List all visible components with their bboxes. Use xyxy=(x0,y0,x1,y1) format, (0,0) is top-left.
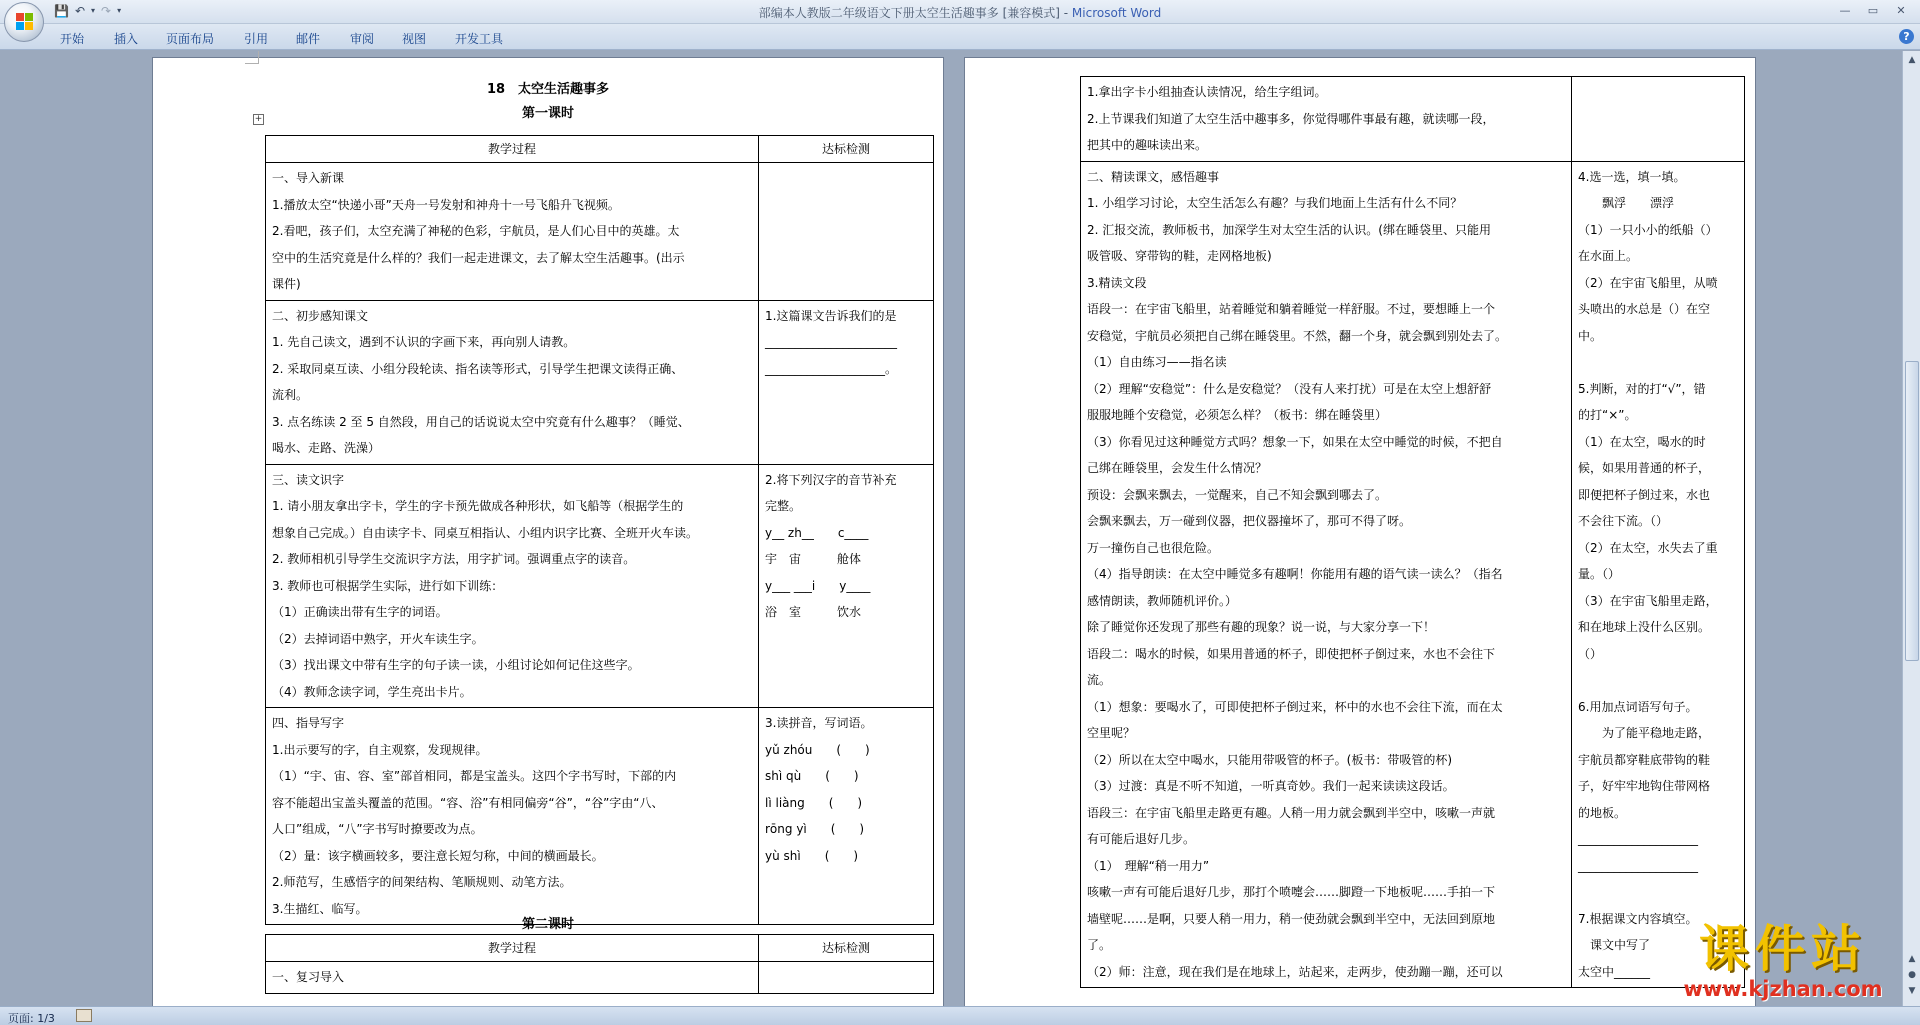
table-row xyxy=(1081,161,1745,988)
text-line: （1）一只小小的纸船（） xyxy=(1578,222,1718,237)
text-line: 三、读文识字 xyxy=(272,472,345,487)
text-line: （1） 理解“稍一用力” xyxy=(1087,858,1210,873)
text-line: 为了能平稳地走路， xyxy=(1578,726,1711,740)
text-line: 万一撞伤自己也很危险。 xyxy=(1087,540,1220,555)
text-line: （2）所以在太空中喝水，只能用带吸管的杯子。(板书：带吸管的杯) xyxy=(1087,752,1453,767)
tab-page-layout[interactable]: 页面布局 xyxy=(166,32,215,46)
text-line: 咳嗽一声有可能后退好几步，那打个喷嚏会……脚蹬一下地板呢……手拍一下 xyxy=(1087,885,1496,899)
text-line: 课文中写了 xyxy=(1578,938,1651,952)
header-check: 达标检测 xyxy=(759,935,934,962)
text-line: （4）指导朗读：在太空中睡觉多有趣啊！你能用有趣的语气读一读么？（指名 xyxy=(1087,567,1503,581)
process-cell[interactable] xyxy=(266,708,759,925)
text-line: 2. 教师相机引导学生交流识字方法，用字扩词。强调重点字的读音。 xyxy=(272,552,636,566)
text-line: 在水面上。 xyxy=(1578,249,1639,263)
text-line: （4）教师念读字词，学生亮出卡片。 xyxy=(272,684,472,699)
text-line: 1.拿出字卡小组抽查认读情况，给生字组词。 xyxy=(1087,85,1327,99)
text-line: 流利。 xyxy=(272,388,309,402)
text-line: 候，如果用普通的杯子， xyxy=(1578,461,1711,475)
text-line: 一、复习导入 xyxy=(272,970,345,984)
help-icon[interactable]: ? xyxy=(1899,29,1914,44)
text-line: 宇 宙 舱体 xyxy=(765,552,862,566)
watermark-text: 课件站 xyxy=(1699,920,1867,978)
table-row xyxy=(266,708,934,925)
text-line: 1. 小组学习讨论，太空生活怎么有趣？与我们地面上生活有什么不同？ xyxy=(1087,196,1463,210)
text-line: （2）量：该字横画较多，要注意长短匀称，中间的横画最长。 xyxy=(272,848,604,863)
text-line: 语段一：在宇宙飞船里，站着睡觉和躺着睡觉一样舒服。不过，要想睡上一个 xyxy=(1087,302,1496,316)
text-line: （3）找出课文中带有生字的句子读一读，小组讨论如何记住这些字。 xyxy=(272,658,640,672)
redo-icon[interactable]: ↷ xyxy=(101,4,112,18)
title-bar xyxy=(0,0,1920,24)
text-line: 空里呢？ xyxy=(1087,726,1136,740)
text-line: （1）想象：要喝水了，可即使把杯子倒过来，杯中的水也不会往下流，而在太 xyxy=(1087,699,1503,714)
text-line: 预设：会飘来飘去，一觉醒来，自己不知会飘到哪去了。 xyxy=(1087,487,1388,502)
margin-mark xyxy=(245,51,259,64)
text-line: （2）师：注意，现在我们是在地球上，站起来，走两步，使劲蹦一蹦，还可以 xyxy=(1087,964,1503,979)
text-line xyxy=(1578,879,1738,906)
text-line: 会飘来飘去，万一碰到仪器，把仪器撞坏了，那可不得了呀。 xyxy=(1087,514,1412,528)
text-line: 语段二：喝水的时候，如果用普通的杯子，即使把杯子倒过来，水也不会往下 xyxy=(1087,646,1496,661)
check-cell[interactable] xyxy=(759,300,934,464)
text-line: 浴 室 饮水 xyxy=(765,605,862,619)
text-line: 二、初步感知课文 xyxy=(272,308,369,323)
text-line: 太空中______ xyxy=(1578,964,1651,979)
prev-page-icon[interactable]: ▲ xyxy=(1908,954,1916,964)
check-cell[interactable] xyxy=(759,464,934,708)
text-line: 4.选一选，填一填。 xyxy=(1578,169,1686,184)
text-line: 2.上节课我们知道了太空生活中趣事多，你觉得哪件事最有趣，就读哪一段， xyxy=(1087,111,1495,126)
text-line: 一、导入新课 xyxy=(272,171,345,185)
text-line: 己绑在睡袋里，会发生什么情况？ xyxy=(1087,461,1268,475)
tab-mailings[interactable]: 邮件 xyxy=(296,32,321,46)
tab-home[interactable]: 开始 xyxy=(60,32,85,46)
text-line: 7.根据课文内容填空。 xyxy=(1578,911,1698,926)
text-line: 的打“×”。 xyxy=(1578,408,1637,422)
text-line: 容不能超出宝盖头覆盖的范围。“容、浴”有相同偏旁“谷”，“谷”字由“八、 xyxy=(272,795,664,810)
page-indicator[interactable]: 页面: 1/3 xyxy=(8,1012,55,1025)
text-line: 了。 xyxy=(1087,938,1112,952)
text-line: 3. 教师也可根据学生实际，进行如下训练： xyxy=(272,578,504,593)
text-line: 子，好牢牢地钩住带网格 xyxy=(1578,779,1711,793)
text-line: y___ ___i y____ xyxy=(765,578,871,593)
text-line: 1. 请小朋友拿出字卡，学生的字卡预先做成各种形状，如飞船等（根据学生的 xyxy=(272,499,684,513)
text-line: （3）过渡：真是不听不知道，一听真奇妙。我们一起来读读这段话。 xyxy=(1087,779,1455,793)
text-line: （1）正确读出带有生字的词语。 xyxy=(272,605,448,619)
text-line: 吸管吸、穿带钩的鞋，走网格地板) xyxy=(1087,249,1272,263)
text-line: 3.生描红、临写。 xyxy=(272,901,368,916)
text-line: （2）在宇宙飞船里，从喷 xyxy=(1578,275,1718,290)
close-icon[interactable]: ✕ xyxy=(1896,4,1906,17)
text-line: ______________________ xyxy=(765,335,897,349)
minimize-icon[interactable]: — xyxy=(1839,4,1851,17)
text-line: （2）理解“安稳觉”：什么是安稳觉？（没有人来打扰）可是在太空上想舒舒 xyxy=(1087,381,1492,396)
check-cell[interactable] xyxy=(759,163,934,301)
text-line: （3）你看见过这种睡觉方式吗？想象一下，如果在太空中睡觉的时候，不把自 xyxy=(1087,434,1503,449)
text-line: 飘浮 漂浮 xyxy=(1578,196,1675,210)
text-line: 流。 xyxy=(1087,673,1112,687)
text-line: rōng yì ( ) xyxy=(765,822,865,836)
text-line: 1.播放太空“快递小哥”天舟一号发射和神舟十一号飞船升飞视频。 xyxy=(272,197,620,212)
check-cell[interactable] xyxy=(759,708,934,925)
header-check: 达标检测 xyxy=(759,136,934,163)
text-line: （） xyxy=(1578,646,1603,661)
text-line: （3）在宇宙飞船里走路， xyxy=(1578,593,1718,608)
process-cell[interactable] xyxy=(266,464,759,708)
text-line: 课件) xyxy=(272,277,301,291)
table-row xyxy=(266,163,934,301)
text-line: 人口”组成，“八”字书写时撩要改为点。 xyxy=(272,822,483,836)
text-line: 2.将下列汉字的音节补充 xyxy=(765,472,897,487)
scrollbar-thumb[interactable] xyxy=(1905,361,1919,661)
table-row xyxy=(1081,77,1745,162)
vertical-scrollbar[interactable] xyxy=(1902,51,1920,1006)
process-cell[interactable] xyxy=(1081,161,1572,988)
text-line: 墙壁呢……是啊，只要人稍一用力，稍一使劲就会飘到半空中，无法回到原地 xyxy=(1087,911,1496,926)
text-line: 3. 点名练读 2 至 5 自然段，用自己的话说说太空中究竟有什么趣事？（睡觉、 xyxy=(272,414,690,429)
text-line: 即便把杯子倒过来，水也 xyxy=(1578,487,1711,502)
check-cell[interactable] xyxy=(1572,77,1745,162)
window-title: 部编本人教版二年级语文下册太空生活趣事多 [兼容模式] - Microsoft Word xyxy=(758,6,1162,20)
text-line: 除了睡觉你还发现了那些有趣的现象？说一说，与大家分享一下！ xyxy=(1087,620,1436,634)
next-page-icon[interactable]: ▼ xyxy=(1908,986,1916,996)
text-line: 2. 采取同桌互读、小组分段轮读、指名读等形式，引导学生把课文读得正确、 xyxy=(272,361,684,376)
text-line: 中。 xyxy=(1578,328,1603,343)
watermark-url: www.kjzhan.com xyxy=(1683,977,1883,1001)
text-line: 感情朗读，教师随机评价。） xyxy=(1087,593,1238,608)
tab-view[interactable]: 视图 xyxy=(402,32,427,46)
table-move-handle-icon[interactable]: + xyxy=(254,114,263,124)
office-button[interactable] xyxy=(4,2,44,42)
table-header-row xyxy=(266,935,934,962)
text-line: 喝水、走路、洗澡） xyxy=(272,441,381,455)
text-line: 不会往下流。（） xyxy=(1578,514,1669,528)
text-line: 1. 先自己读文，遇到不认识的字画下来，再向别人请教。 xyxy=(272,335,576,349)
document-area xyxy=(0,51,1902,1006)
maximize-icon[interactable]: ▭ xyxy=(1867,4,1879,17)
text-line: 二、精读课文，感悟趣事 xyxy=(1087,169,1220,184)
text-line: 有可能后退好几步。 xyxy=(1087,832,1196,846)
table-header-row xyxy=(266,136,934,163)
text-line: 2. 汇报交流，教师板书，加深学生对太空生活的认识。(绑在睡袋里、只能用 xyxy=(1087,222,1491,237)
text-line: 空中的生活究竟是什么样的？我们一起走进课文，去了解太空生活趣事。(出示 xyxy=(272,250,685,265)
check-cell[interactable] xyxy=(759,962,934,994)
customize-toolbar-icon[interactable]: ▾ xyxy=(117,6,122,15)
text-line xyxy=(1578,667,1738,694)
browse-object-icon[interactable]: ● xyxy=(1908,970,1916,980)
check-cell[interactable] xyxy=(1572,161,1745,988)
text-line: 和在地球上没什么区别。 xyxy=(1578,620,1711,634)
header-process: 教学过程 xyxy=(266,935,759,962)
text-line: y__ zh__ c____ xyxy=(765,525,869,540)
text-line: 宇航员都穿鞋底带钩的鞋 xyxy=(1578,752,1711,767)
document-title: 18 太空生活趣事多 xyxy=(486,82,610,97)
text-line: 四、指导写字 xyxy=(272,716,345,730)
text-line: 完整。 xyxy=(765,499,802,513)
page-1 xyxy=(152,57,944,1006)
text-line: 2.看吧，孩子们，太空充满了神秘的色彩，宇航员，是人们心目中的英雄。太 xyxy=(272,224,680,238)
text-line: yù shì ( ) xyxy=(765,848,859,863)
text-line: ____________________ xyxy=(1578,858,1698,873)
text-line: 5.判断，对的打“√”，错 xyxy=(1578,381,1706,396)
text-line: （1）“宇、宙、容、室”部首相同，都是宝盖头。这四个字书写时，下部的内 xyxy=(272,769,677,783)
text-line: 6.用加点词语写句子。 xyxy=(1578,699,1698,714)
lesson-2-table xyxy=(265,934,934,994)
text-line: （2）去掉词语中熟字，开火车读生字。 xyxy=(272,631,484,646)
text-line: yǔ zhóu ( ) xyxy=(765,742,870,757)
tab-developer[interactable]: 开发工具 xyxy=(455,32,504,46)
tab-insert[interactable]: 插入 xyxy=(114,32,139,46)
tab-references[interactable]: 引用 xyxy=(244,32,269,46)
header-process: 教学过程 xyxy=(266,136,759,163)
table-row xyxy=(266,300,934,464)
lesson-2-title: 第二课时 xyxy=(521,917,574,932)
watermark-logo xyxy=(1668,920,1898,1000)
table-row xyxy=(266,962,934,994)
text-line: 3.精读文段 xyxy=(1087,275,1147,290)
office-logo-icon xyxy=(16,13,34,31)
text-line: 3.读拼音，写词语。 xyxy=(765,716,873,730)
text-line: 量。（） xyxy=(1578,567,1621,581)
process-cell[interactable] xyxy=(266,962,759,994)
text-line: 的地板。 xyxy=(1578,805,1627,820)
text-line: ____________________。 xyxy=(765,361,898,376)
lesson-2-table-continued xyxy=(1080,76,1745,988)
text-line xyxy=(1578,349,1738,376)
text-line: 1.这篇课文告诉我们的是 xyxy=(765,308,897,323)
save-icon[interactable]: 💾 xyxy=(54,4,69,18)
lesson-1-title: 第一课时 xyxy=(521,106,574,121)
text-line: lì liàng ( ) xyxy=(765,795,863,810)
lesson-1-table xyxy=(265,135,934,925)
text-line: shì qù ( ) xyxy=(765,769,859,783)
text-line: 2.师范写，生感悟字的间架结构、笔顺规则、动笔方法。 xyxy=(272,875,572,889)
text-line: （1）自由练习——指名读 xyxy=(1087,355,1227,369)
text-line: （2）在太空，水失去了重 xyxy=(1578,540,1718,555)
text-line: 想象自己完成。）自由读字卡、同桌互相指认、小组内识字比赛、全班开火车读。 xyxy=(272,525,699,540)
tab-review[interactable]: 审阅 xyxy=(350,32,375,46)
text-line: （1）在太空，喝水的时 xyxy=(1578,434,1706,449)
text-line: 语段三：在宇宙飞船里走路更有趣。人稍一用力就会飘到半空中，咳嗽一声就 xyxy=(1087,805,1496,820)
process-cell[interactable] xyxy=(266,300,759,464)
status-bar xyxy=(0,1006,1920,1025)
text-line: 头喷出的水总是（）在空 xyxy=(1578,302,1711,316)
text-line: 安稳觉，宇航员必须把自己绑在睡袋里。不然，翻一个身，就会飘到别处去了。 xyxy=(1087,328,1508,343)
page-2 xyxy=(964,57,1756,1006)
text-line: 服服地睡个安稳觉，必须怎么样？（板书：绑在睡袋里） xyxy=(1087,408,1388,422)
text-line: 把其中的趣味读出来。 xyxy=(1087,138,1208,152)
undo-icon[interactable]: ↶ xyxy=(74,4,86,18)
text-line: 1.出示要写的字，自主观察，发现规律。 xyxy=(272,742,488,757)
text-line: ____________________ xyxy=(1578,832,1698,846)
process-cell[interactable] xyxy=(1081,77,1572,162)
ribbon-tabs xyxy=(0,24,1920,50)
process-cell[interactable] xyxy=(266,163,759,301)
language-icon[interactable] xyxy=(76,1009,92,1022)
undo-dropdown-icon[interactable]: ▾ xyxy=(91,6,96,15)
window-controls xyxy=(1832,2,1914,20)
table-row xyxy=(266,464,934,708)
scroll-up-icon[interactable]: ▲ xyxy=(1908,55,1916,65)
